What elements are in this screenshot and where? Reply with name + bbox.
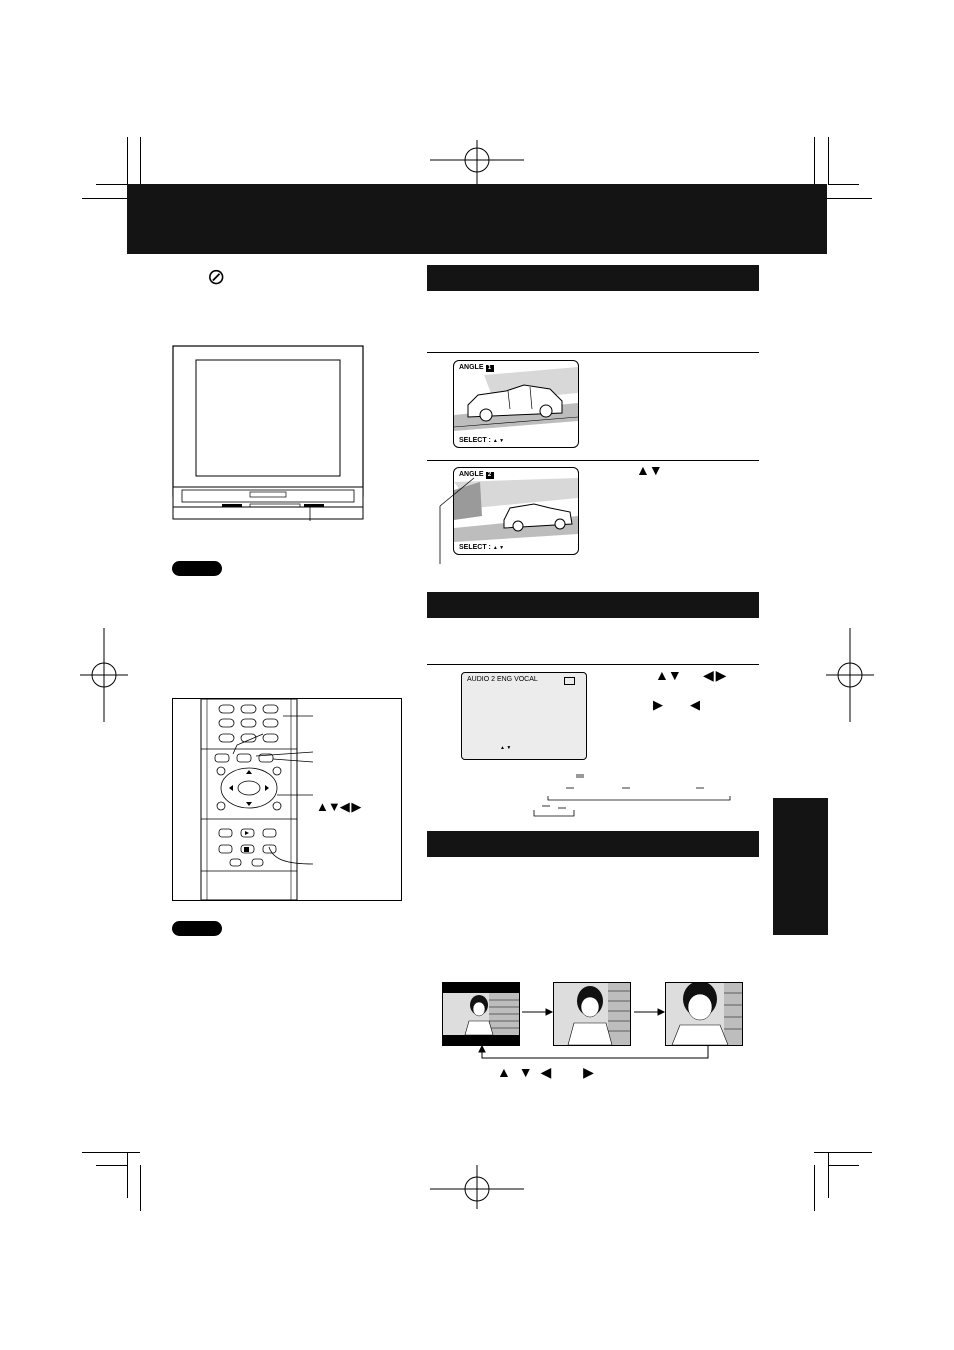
zoom-arrow-up: ▲ (497, 1064, 511, 1080)
remote-arrows-label: ▲▼◀ ▶ (316, 799, 361, 814)
section-bar-zoom (427, 831, 759, 857)
crop-mark (828, 184, 859, 185)
registration-mark-bottom (430, 1165, 524, 1209)
crop-mark (814, 1165, 815, 1211)
zoom-arrow-left: ◀ (540, 1064, 552, 1080)
audio-arrows: ▲ ▼ (500, 745, 512, 751)
side-index-tab (773, 798, 828, 935)
angle-select-2: SELECT : (459, 544, 491, 551)
audio-subtitle-icon (564, 677, 575, 685)
registration-mark-top (430, 140, 524, 184)
page-header-band (127, 184, 827, 254)
tv-illustration (172, 345, 364, 521)
audio-step-arrows-a: ▲▼ (655, 667, 681, 683)
crop-mark (96, 184, 127, 185)
zoom-flow-arrows (478, 1006, 714, 1062)
section-bar-audio (427, 592, 759, 618)
note-badge (172, 921, 222, 936)
angle-screen-1 (453, 360, 579, 448)
audio-screen (461, 672, 587, 760)
zoom-arrow-down: ▼ (518, 1064, 533, 1080)
divider-rule (427, 460, 759, 461)
crop-mark (82, 1152, 140, 1153)
angle-label-2: ANGLE (459, 471, 484, 478)
divider-rule (427, 664, 759, 665)
audio-step-left: ◀ (690, 697, 700, 712)
crop-mark (814, 1152, 872, 1153)
prohibit-icon: ⊘ (207, 264, 226, 289)
registration-mark-left (80, 628, 128, 722)
angle-arrows-2: ▲ ▼ (492, 545, 505, 551)
angle-step-arrows: ▲▼ (636, 462, 662, 478)
crop-mark (814, 137, 815, 185)
angle-number-2: 2 (486, 472, 494, 479)
crop-mark (140, 137, 141, 185)
angle-callout-line (436, 476, 476, 566)
angle-select-1: SELECT : (459, 437, 491, 444)
crop-mark (828, 137, 829, 185)
crop-mark (828, 1165, 859, 1166)
registration-mark-right (826, 628, 874, 722)
zoom-caption-arrows (497, 1064, 594, 1081)
crop-mark (140, 1165, 141, 1211)
audio-flow-diagram (530, 770, 736, 826)
angle-arrows-1: ▲ ▼ (492, 438, 505, 444)
section-bar-angle (427, 265, 759, 291)
zoom-arrow-right: ▶ (583, 1064, 594, 1080)
crop-mark (127, 1152, 128, 1198)
divider-rule (427, 352, 759, 353)
remote-illustration (172, 698, 402, 901)
crop-mark (828, 1152, 829, 1198)
angle-number-1: 1 (486, 365, 494, 372)
audio-line: AUDIO 2 ENG VOCAL (467, 676, 538, 683)
note-badge (172, 561, 222, 576)
crop-mark (127, 137, 128, 185)
angle-label-1: ANGLE (459, 364, 484, 371)
audio-step-right: ▶ (653, 697, 663, 712)
audio-step-arrows-b: ◀ ▶ (703, 667, 726, 683)
crop-mark (96, 1165, 127, 1166)
